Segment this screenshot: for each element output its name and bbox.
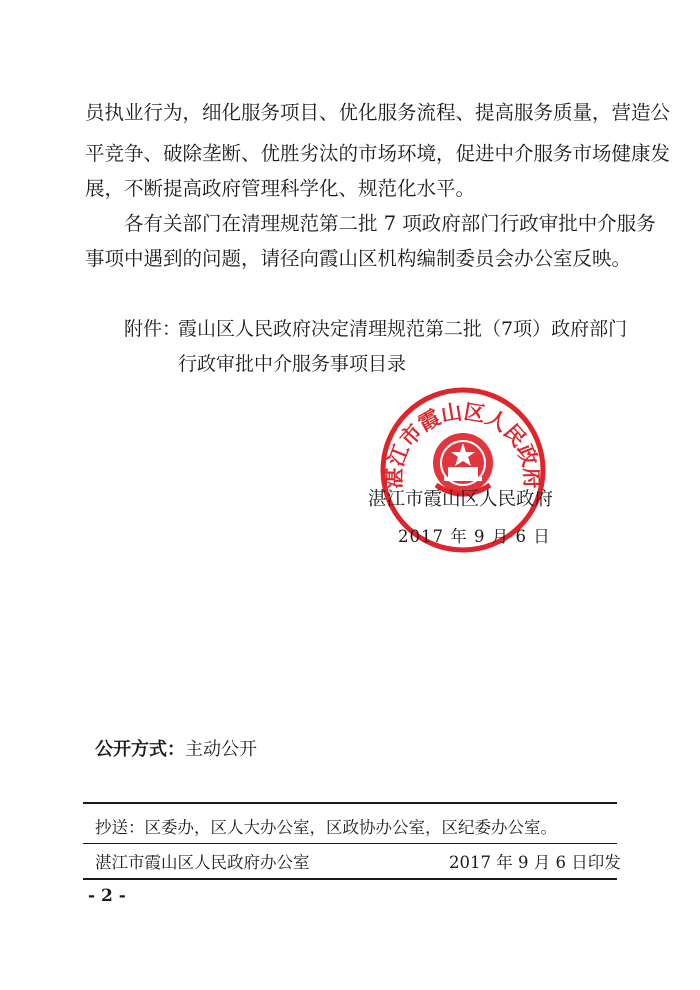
- disclosure-label: 公开方式：: [95, 739, 185, 760]
- disclosure-line: [95, 738, 257, 762]
- paragraph-2-line-1: 各有关部门在清理规范第二批 7 项政府部门行政审批中介服务: [124, 212, 656, 235]
- seal-text: 湛江市霞山区人民政府: [381, 399, 545, 490]
- attachment-label: 附件：: [124, 318, 182, 340]
- cc-label: 抄送：: [95, 818, 145, 837]
- cc-line: [95, 817, 557, 839]
- cc-recipients: 区委办，区人大办公室，区政协办公室，区纪委办公室。: [144, 818, 557, 837]
- paragraph-1-line-2: 平竞争、破除垄断、优胜劣汰的市场环境，促进中介服务市场健康发: [85, 142, 671, 165]
- footer-top-rule: [83, 802, 617, 804]
- footer-middle-rule: [83, 843, 617, 844]
- signature-date: 2017 年 9 月 6 日: [398, 527, 551, 546]
- issuer: 湛江市霞山区人民政府办公室: [95, 853, 310, 872]
- national-emblem-icon: [433, 433, 493, 494]
- attachment-title-line-1: 霞山区人民政府决定清理规范第二批（7项）政府部门: [178, 318, 628, 340]
- footer-bottom-rule: [83, 878, 617, 880]
- paragraph-2-line-2: 事项中遇到的问题，请径向霞山区机构编制委员会办公室反映。: [85, 247, 632, 270]
- paragraph-1-line-1: 员执业行为，细化服务项目、优化服务流程、提高服务质量，营造公: [85, 101, 671, 124]
- issue-date: 2017 年 9 月 6 日印发: [449, 853, 621, 872]
- paragraph-1-line-3: 展，不断提高政府管理科学化、规范化水平。: [85, 177, 476, 200]
- attachment-title-line-2: 行政审批中介服务事项目录: [178, 353, 407, 375]
- page-number: - 2 -: [88, 886, 126, 906]
- signature-organization: 湛江市霞山区人民政府: [368, 489, 554, 510]
- disclosure-value: 主动公开: [185, 739, 257, 760]
